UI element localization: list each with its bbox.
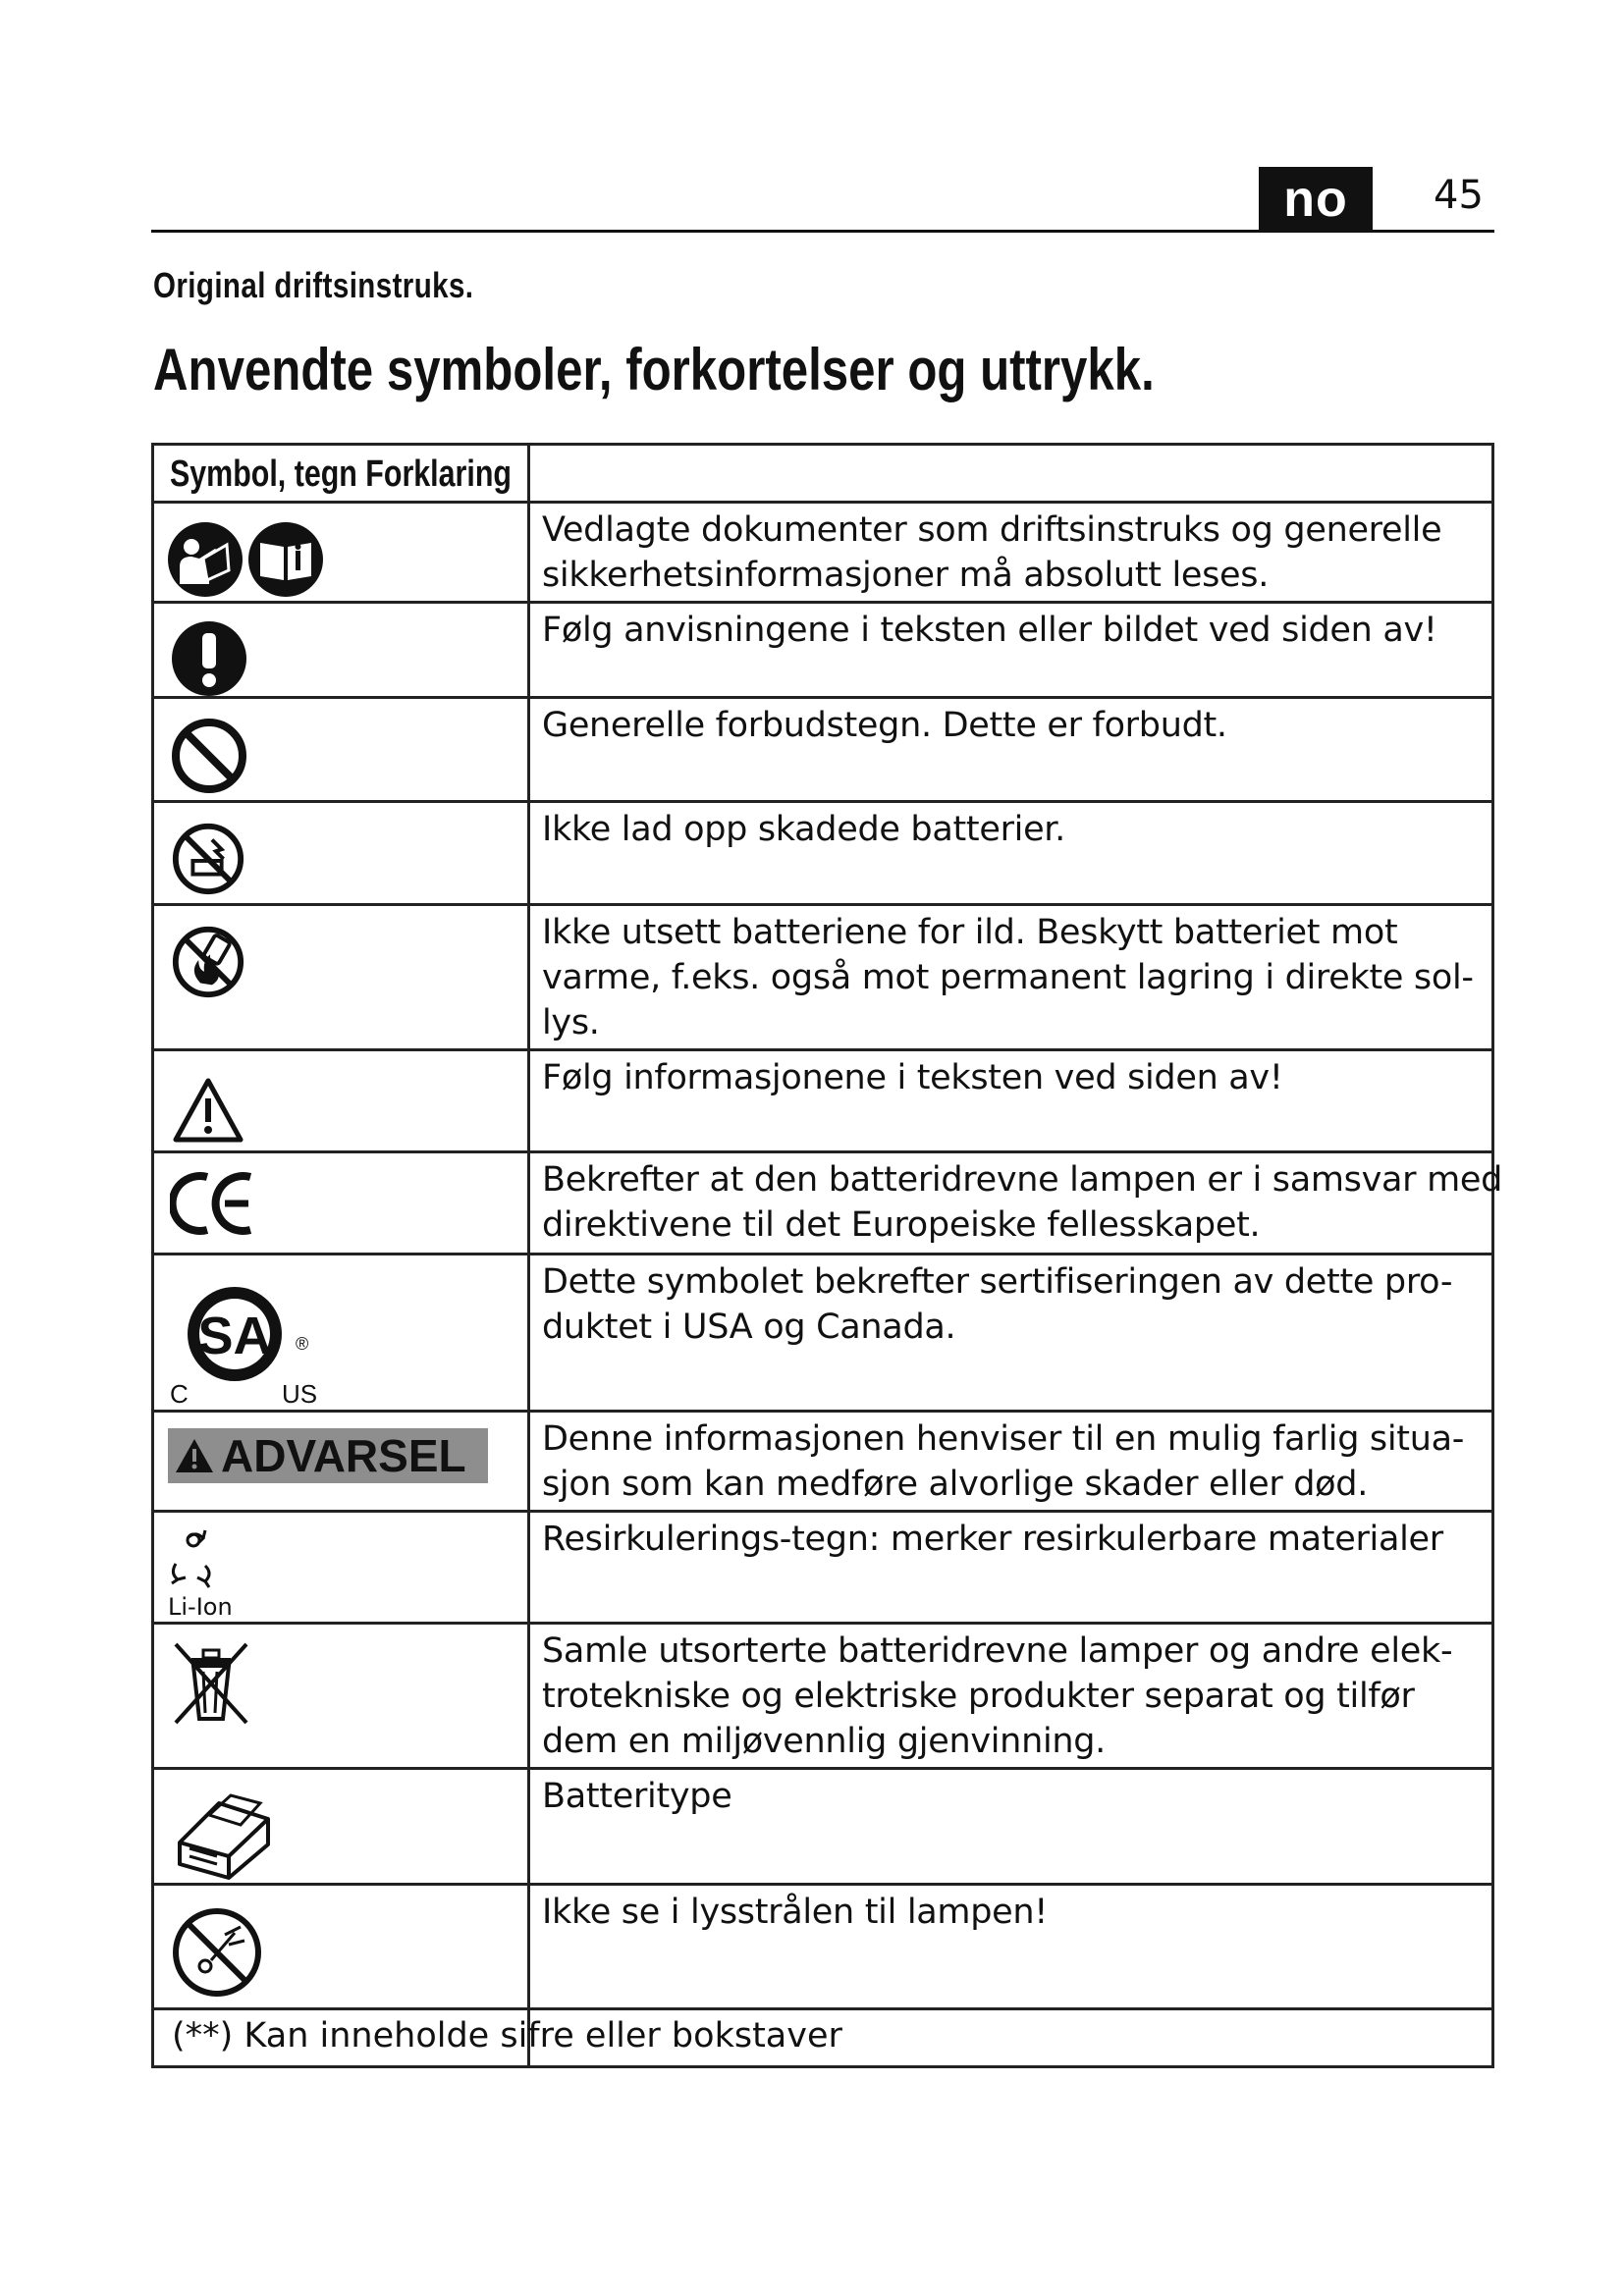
description-cell: Denne informasjonen henviser til en mulig farlig situa- sjon som kan medføre alvorlige skader eller død. — [529, 1412, 1493, 1512]
warning-triangle-icon — [174, 1437, 215, 1474]
table-row — [153, 503, 1493, 603]
svg-text:US: US — [282, 1379, 318, 1407]
page-title: Anvendte symboler, forkortelser og uttrykk. — [153, 337, 1155, 402]
description-cell: Dette symbolet bekrefter sertifiseringen av dette pro- duktet i USA og Canada. — [529, 1255, 1493, 1412]
svg-text:C: C — [170, 1379, 189, 1407]
description-cell: Følg informasjonene i teksten ved siden av! — [529, 1050, 1493, 1152]
svg-text:Li-Ion: Li-Ion — [168, 1593, 233, 1621]
page-number: 45 — [1434, 173, 1484, 218]
table-row — [153, 802, 1493, 905]
description-cell: Resirkulerings-tegn: merker resirkulerbare materialer — [529, 1512, 1493, 1624]
crossed-bin-icon — [170, 1638, 252, 1729]
table-row — [153, 603, 1493, 698]
warning-badge: ADVARSEL — [168, 1428, 488, 1483]
table-row — [153, 905, 1493, 1050]
no-look-into-beam-icon — [170, 1905, 264, 2000]
table-row — [153, 1050, 1493, 1152]
svg-text:®: ® — [296, 1334, 309, 1354]
description-cell: Følg anvisningene i teksten eller bildet ved siden av! — [529, 603, 1493, 698]
svg-text:SA: SA — [197, 1307, 272, 1365]
no-fire-battery-icon — [170, 924, 246, 1000]
table-row — [153, 698, 1493, 802]
header-rule — [151, 230, 1494, 233]
description-cell: Batteritype — [529, 1769, 1493, 1885]
no-charging-damaged-battery-icon — [170, 821, 246, 897]
description-cell: Generelle forbudstegn. Dette er forbudt. — [529, 698, 1493, 802]
description-cell: Ikke se i lysstrålen til lampen! — [529, 1885, 1493, 2009]
prohibition-icon — [170, 717, 248, 795]
description-cell: Ikke utsett batteriene for ild. Beskytt batteriet mot varme, f.eks. også mot permanent lagring i direkte sol- lys. — [529, 905, 1493, 1050]
description-cell: Vedlagte dokumenter som driftsinstruks og generelle sikkerhetsinformasjoner må absolutt leses. — [529, 503, 1493, 603]
table-header-label: Symbol, tegn Forklaring — [170, 454, 512, 495]
csa-mark-icon — [166, 1269, 372, 1407]
table-footer-row — [153, 2009, 1493, 2067]
table-row — [153, 1412, 1493, 1512]
table-footnote: (**) Kan inneholde sifre eller bokstaver — [172, 2016, 842, 2056]
symbol-table — [151, 443, 1503, 2068]
description-cell: Ikke lad opp skadede batterier. — [529, 802, 1493, 905]
description-cell: Samle utsorterte batteridrevne lamper og andre elek- trotekniske og elektriske produkter separat og tilfør dem en miljøvennlig gjenvinning. — [529, 1624, 1493, 1769]
document-subtitle: Original driftsinstruks. — [153, 265, 474, 305]
table-row — [153, 1512, 1493, 1624]
ce-mark-icon — [170, 1171, 258, 1236]
language-badge: no — [1259, 167, 1373, 232]
table-row — [153, 1255, 1493, 1412]
table-row — [153, 1769, 1493, 1885]
warning-triangle-icon — [172, 1077, 244, 1144]
battery-pack-icon — [170, 1784, 280, 1882]
recycling-li-ion-icon — [166, 1526, 264, 1621]
mandatory-attention-icon — [170, 619, 248, 698]
table-row — [153, 1624, 1493, 1769]
description-cell: Bekrefter at den batteridrevne lampen er i samsvar med direktivene til det Europeiske fellesskapet. — [529, 1152, 1493, 1255]
table-row — [153, 1885, 1493, 2009]
table-row — [153, 1152, 1493, 1255]
table-header-row — [153, 445, 1493, 503]
read-manual-icons — [166, 519, 362, 600]
